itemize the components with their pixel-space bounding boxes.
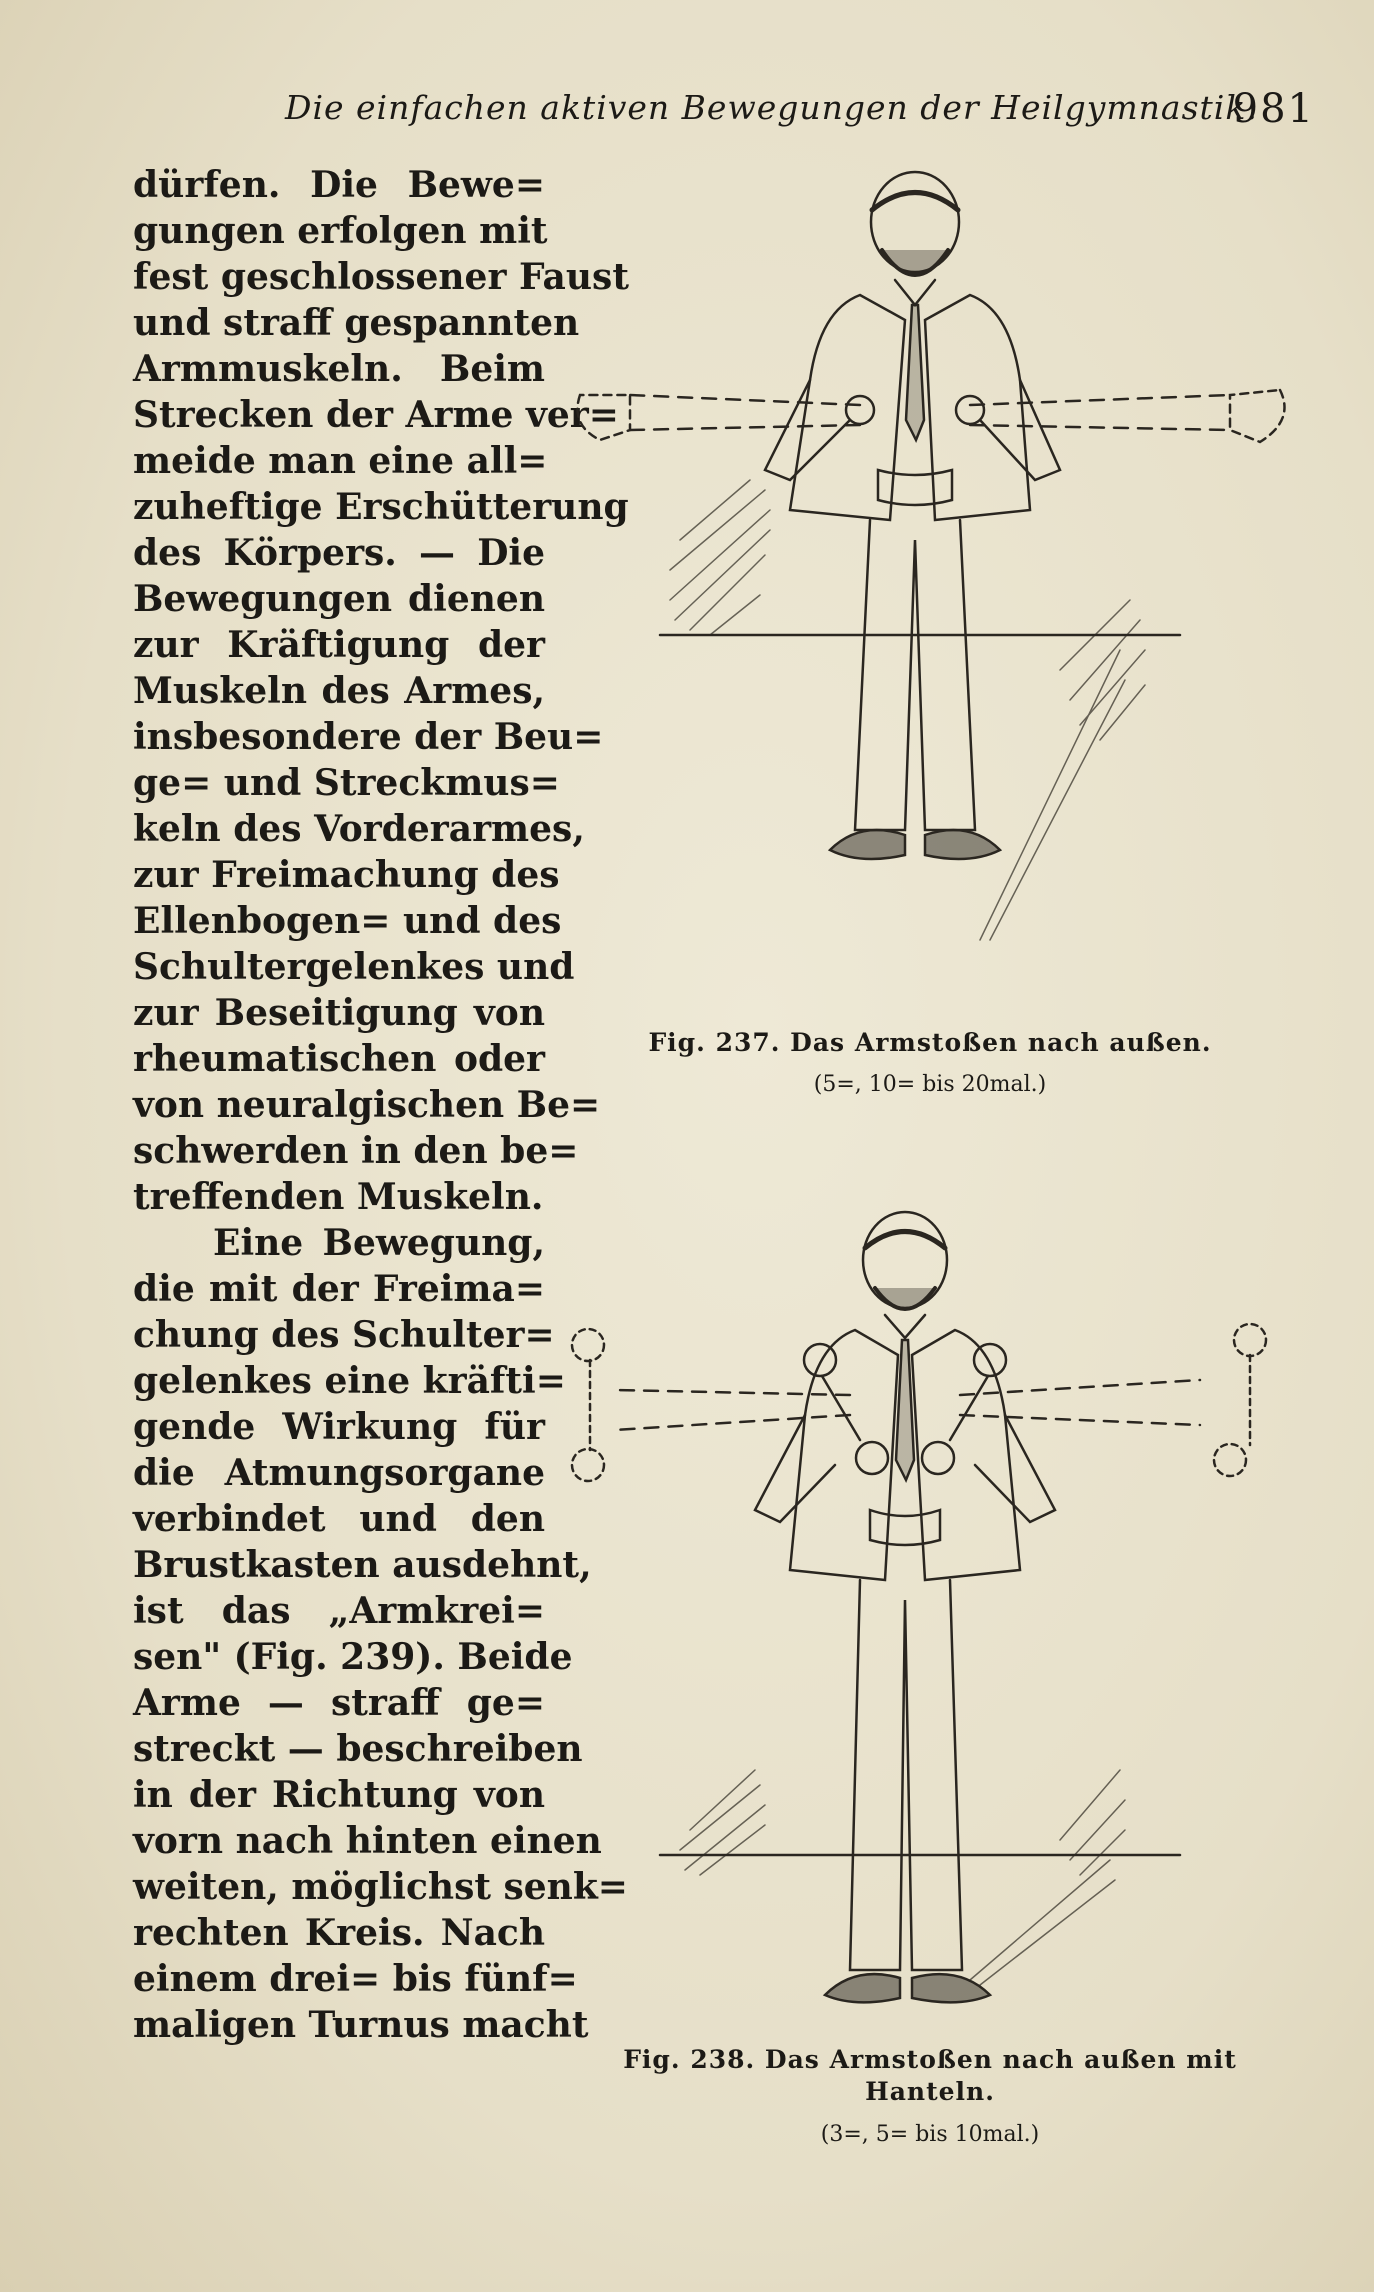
text-line: rechten Kreis. Nach [133,1912,545,1954]
text-line: maligen Turnus macht [133,2004,589,2046]
body-text-column [133,162,629,2048]
figure-caption: Fig. 237. Das Armstoßen nach außen. [648,1028,1212,1057]
text-line: zur Freimachung des [133,854,560,896]
text-line: vorn nach hinten einen [133,1820,602,1862]
text-line: des Körpers. — Die [133,532,545,574]
text-line: verbindet und den [133,1498,545,1540]
text-line: die mit der Freima= [133,1268,545,1310]
page-number: 981 [1232,86,1315,132]
text-line: schwerden in den be= [133,1130,579,1172]
figure-238 [560,1210,1300,2147]
figure-238-illustration [560,1210,1300,2040]
text-line: treffenden Muskeln. [133,1176,544,1218]
text-line: chung des Schulter= [133,1314,555,1356]
text-line: von neuralgischen Be= [133,1084,601,1126]
figure-237 [560,180,1300,1097]
page-header [285,80,1315,140]
text-line: zuheftige Erschütterung [133,486,629,528]
text-line: sen" (Fig. 239). Beide [133,1636,573,1678]
text-line: zur Beseitigung von [133,992,545,1034]
text-line: Schultergelenkes und [133,946,575,988]
text-line: und straff gespannten [133,302,580,344]
text-line: Brustkasten ausdehnt, [133,1544,592,1586]
text-line: Strecken der Arme ver= [133,394,619,436]
text-line: gelenkes eine kräfti= [133,1360,566,1402]
text-line: weiten, möglichst senk= [133,1866,628,1908]
text-line: Bewegungen dienen [133,578,545,620]
figure-237-illustration [560,180,1300,1020]
figure-repetitions: (3=, 5= bis 10mal.) [820,2122,1040,2147]
text-line: ist das „Armkrei= [133,1590,545,1632]
figure-caption-line2: Hanteln. [865,2077,995,2106]
text-line: fest geschlossener Faust [133,256,629,298]
text-line: keln des Vorderarmes, [133,808,585,850]
text-line: meide man eine all= [133,440,548,482]
text-line: dürfen. Die Bewe= [133,164,545,206]
text-line: zur Kräftigung der [133,624,545,666]
text-line: insbesondere der Beu= [133,716,604,758]
text-line: gungen erfolgen mit [133,210,548,252]
text-line: in der Richtung von [133,1774,545,1816]
figure-caption: Fig. 238. Das Armstoßen nach außen mit [623,2045,1237,2074]
text-line: gende Wirkung für [133,1406,545,1448]
text-line: Muskeln des Armes, [133,670,545,712]
text-line: ge= und Streckmus= [133,762,560,804]
text-line: Arme — straff ge= [133,1682,545,1724]
figure-repetitions: (5=, 10= bis 20mal.) [813,1072,1047,1097]
text-line: streckt — beschreiben [133,1728,583,1770]
text-line: die Atmungsorgane [133,1452,545,1494]
text-line: Eine Bewegung, [213,1222,545,1264]
running-head: Die einfachen aktiven Bewegungen der Heilgymnastik. [285,88,1258,127]
text-line: einem drei= bis fünf= [133,1958,578,2000]
text-line: Armmuskeln. Beim [133,348,545,390]
text-line: Ellenbogen= und des [133,900,562,942]
text-line: rheumatischen oder [133,1038,545,1080]
